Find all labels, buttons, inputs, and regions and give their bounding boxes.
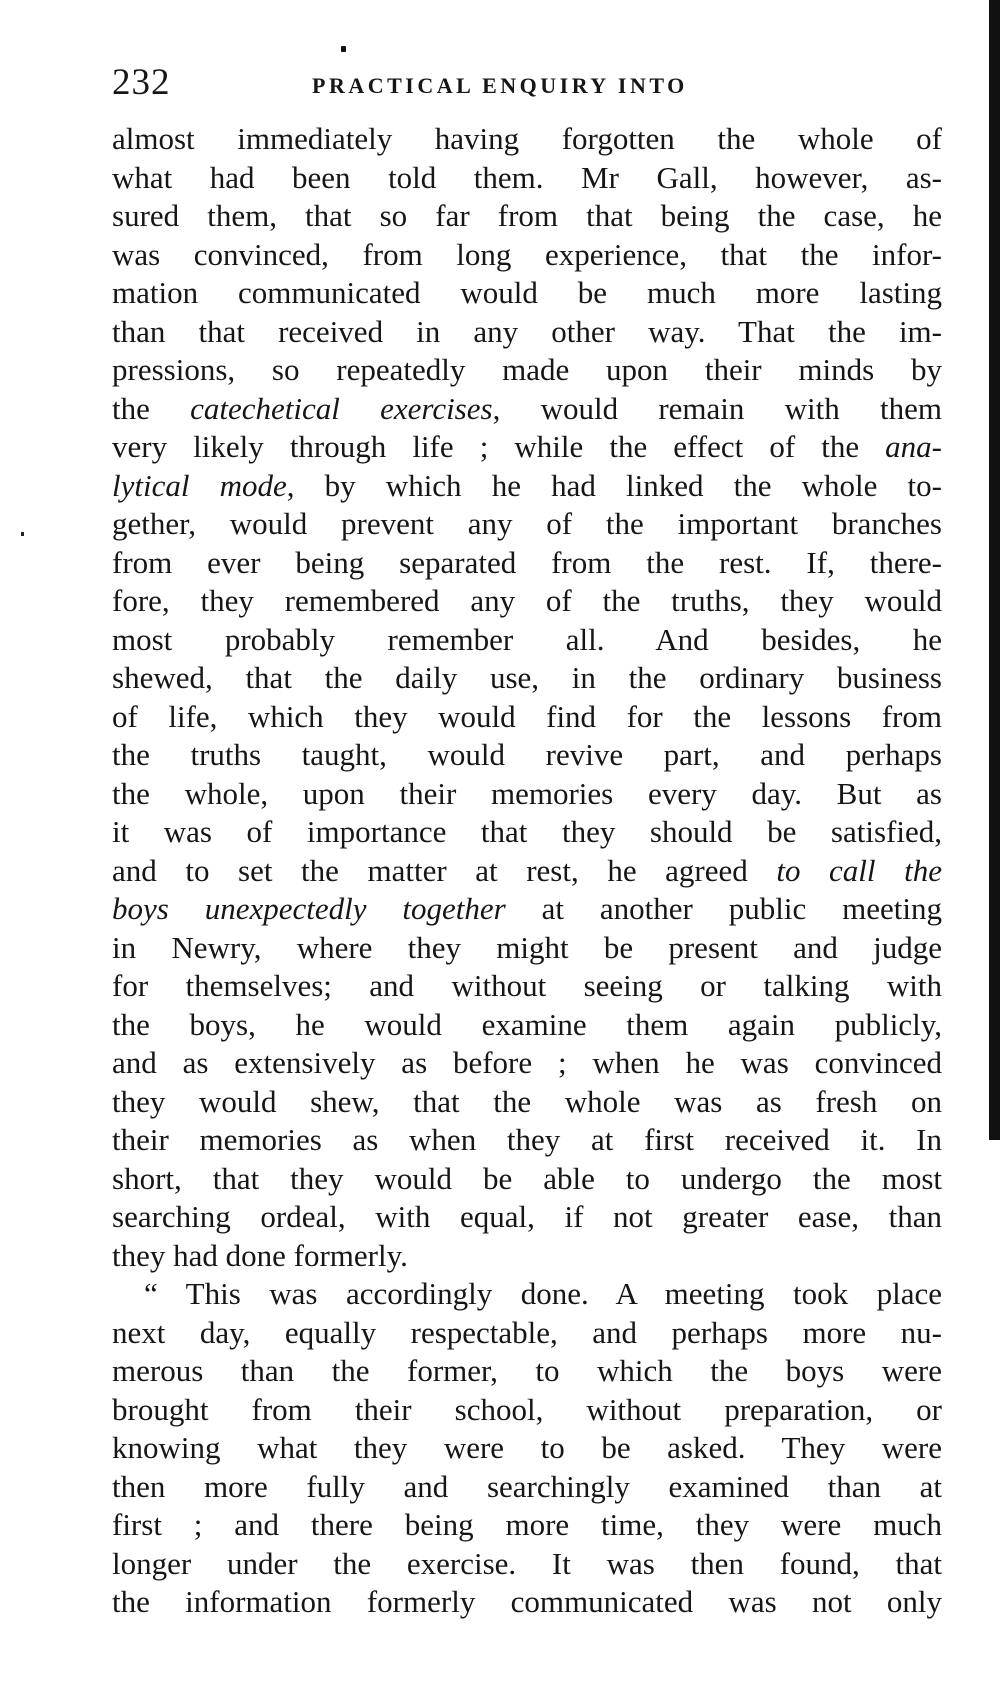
text-segment: the whole, upon their memories every day. But as xyxy=(112,775,942,811)
text-segment: then more fully and searchingly examined than at xyxy=(112,1468,942,1504)
text-segment: short, that they would be able to undergo the most xyxy=(112,1160,942,1196)
text-line xyxy=(112,1083,942,1122)
text-segment: next day, equally respectable, and perhaps more nu- xyxy=(112,1314,942,1350)
text-segment: and as extensively as before ; when he was convinced xyxy=(112,1045,942,1080)
text-line xyxy=(112,159,942,198)
text-line xyxy=(112,1160,942,1199)
text-line xyxy=(112,351,942,390)
text-line xyxy=(112,1314,942,1353)
text-line xyxy=(112,1506,942,1545)
text-segment: mation communicated would be much more lasting xyxy=(112,275,942,310)
text-segment: very likely through life ; while the effect of the xyxy=(112,429,886,464)
text-segment: first ; and there being more time, they were much xyxy=(112,1507,942,1542)
text-segment: what had been told them. Mr Gall, however, as- xyxy=(112,159,942,195)
text-segment: brought from their school, without preparation, or xyxy=(112,1391,942,1427)
text-segment: , would remain with them xyxy=(492,390,942,426)
text-line xyxy=(112,1121,942,1160)
text-segment: for themselves; and without seeing or talking with xyxy=(112,968,942,1003)
ink-speck xyxy=(21,532,24,536)
text-segment: they had done formerly. xyxy=(112,1237,408,1273)
text-line xyxy=(112,505,942,544)
text-segment: “ This was accordingly done. A meeting took place xyxy=(144,1276,942,1311)
text-line xyxy=(112,467,942,506)
running-head: PRACTICAL ENQUIRY INTO xyxy=(312,73,688,98)
text-segment: shewed, that the daily use, in the ordinary business xyxy=(112,660,942,695)
text-line xyxy=(112,1275,942,1314)
italic-text: catechetical exercises xyxy=(190,390,493,426)
text-segment: the boys, he would examine them again publicly, xyxy=(112,1006,942,1042)
text-segment: pressions, so repeatedly made upon their minds by xyxy=(112,352,942,387)
italic-text: ana- xyxy=(885,429,942,464)
text-segment: of life, which they would find for the lessons from xyxy=(112,698,942,734)
page-number: 232 xyxy=(112,62,171,103)
text-segment: the information formerly communicated was not only xyxy=(112,1584,942,1619)
text-line xyxy=(112,698,942,737)
text-line xyxy=(112,1429,942,1468)
text-segment: from ever being separated from the rest. If, there- xyxy=(112,544,942,580)
text-segment: , by which he had linked the whole to- xyxy=(286,467,942,503)
page-edge-shadow xyxy=(989,0,1000,1140)
text-line xyxy=(112,1545,942,1584)
text-segment: at another public meeting xyxy=(505,891,942,926)
italic-text: lytical mode xyxy=(112,467,287,503)
text-line xyxy=(112,890,942,929)
text-line xyxy=(112,428,942,467)
text-line xyxy=(112,775,942,814)
text-segment: in Newry, where they might be present and judge xyxy=(112,929,942,965)
text-line xyxy=(112,582,942,621)
text-segment: the xyxy=(112,390,191,426)
text-line xyxy=(112,929,942,968)
text-segment: searching ordeal, with equal, if not greater ease, than xyxy=(112,1199,942,1234)
text-line xyxy=(112,274,942,313)
text-line xyxy=(112,736,942,775)
text-line xyxy=(112,236,942,275)
text-line xyxy=(112,1006,942,1045)
text-segment: almost immediately having forgotten the whole of xyxy=(112,121,942,156)
text-segment: most probably remember all. And besides, he xyxy=(112,621,942,657)
text-line xyxy=(112,1237,942,1276)
text-segment: fore, they remembered any of the truths, they would xyxy=(112,583,942,618)
text-segment: than that received in any other way. That the im- xyxy=(112,313,942,349)
text-segment: it was of importance that they should be satisfied, xyxy=(112,814,942,849)
text-line xyxy=(112,1468,942,1507)
text-line xyxy=(112,544,942,583)
text-line xyxy=(112,1044,942,1083)
text-line xyxy=(112,197,942,236)
text-segment: their memories as when they at first received it. In xyxy=(112,1122,942,1157)
italic-text: to call the xyxy=(776,852,942,888)
text-line xyxy=(112,1352,942,1391)
text-line xyxy=(112,1198,942,1237)
text-segment: sured them, that so far from that being the case, he xyxy=(112,198,942,233)
text-line xyxy=(112,313,942,352)
text-line xyxy=(112,659,942,698)
text-line xyxy=(112,1391,942,1430)
text-segment: longer under the exercise. It was then found, that xyxy=(112,1545,942,1581)
ink-speck xyxy=(341,46,346,52)
text-line xyxy=(112,967,942,1006)
text-line xyxy=(112,1583,942,1622)
text-line xyxy=(112,621,942,660)
italic-text: boys unexpectedly together xyxy=(112,891,506,926)
text-segment: was convinced, from long experience, that the infor- xyxy=(112,236,942,272)
text-segment: gether, would prevent any of the important branches xyxy=(112,506,942,541)
text-segment: merous than the former, to which the boys were xyxy=(112,1353,942,1388)
text-line xyxy=(112,852,942,891)
text-segment: the truths taught, would revive part, and perhaps xyxy=(112,737,942,772)
text-line xyxy=(112,813,942,852)
page-header xyxy=(112,60,942,106)
body-text xyxy=(112,120,942,1622)
text-line xyxy=(112,390,942,429)
text-line xyxy=(112,120,942,159)
text-segment: knowing what they were to be asked. They were xyxy=(112,1430,942,1465)
text-segment: and to set the matter at rest, he agreed xyxy=(112,852,777,888)
text-segment: they would shew, that the whole was as fresh on xyxy=(112,1083,942,1119)
